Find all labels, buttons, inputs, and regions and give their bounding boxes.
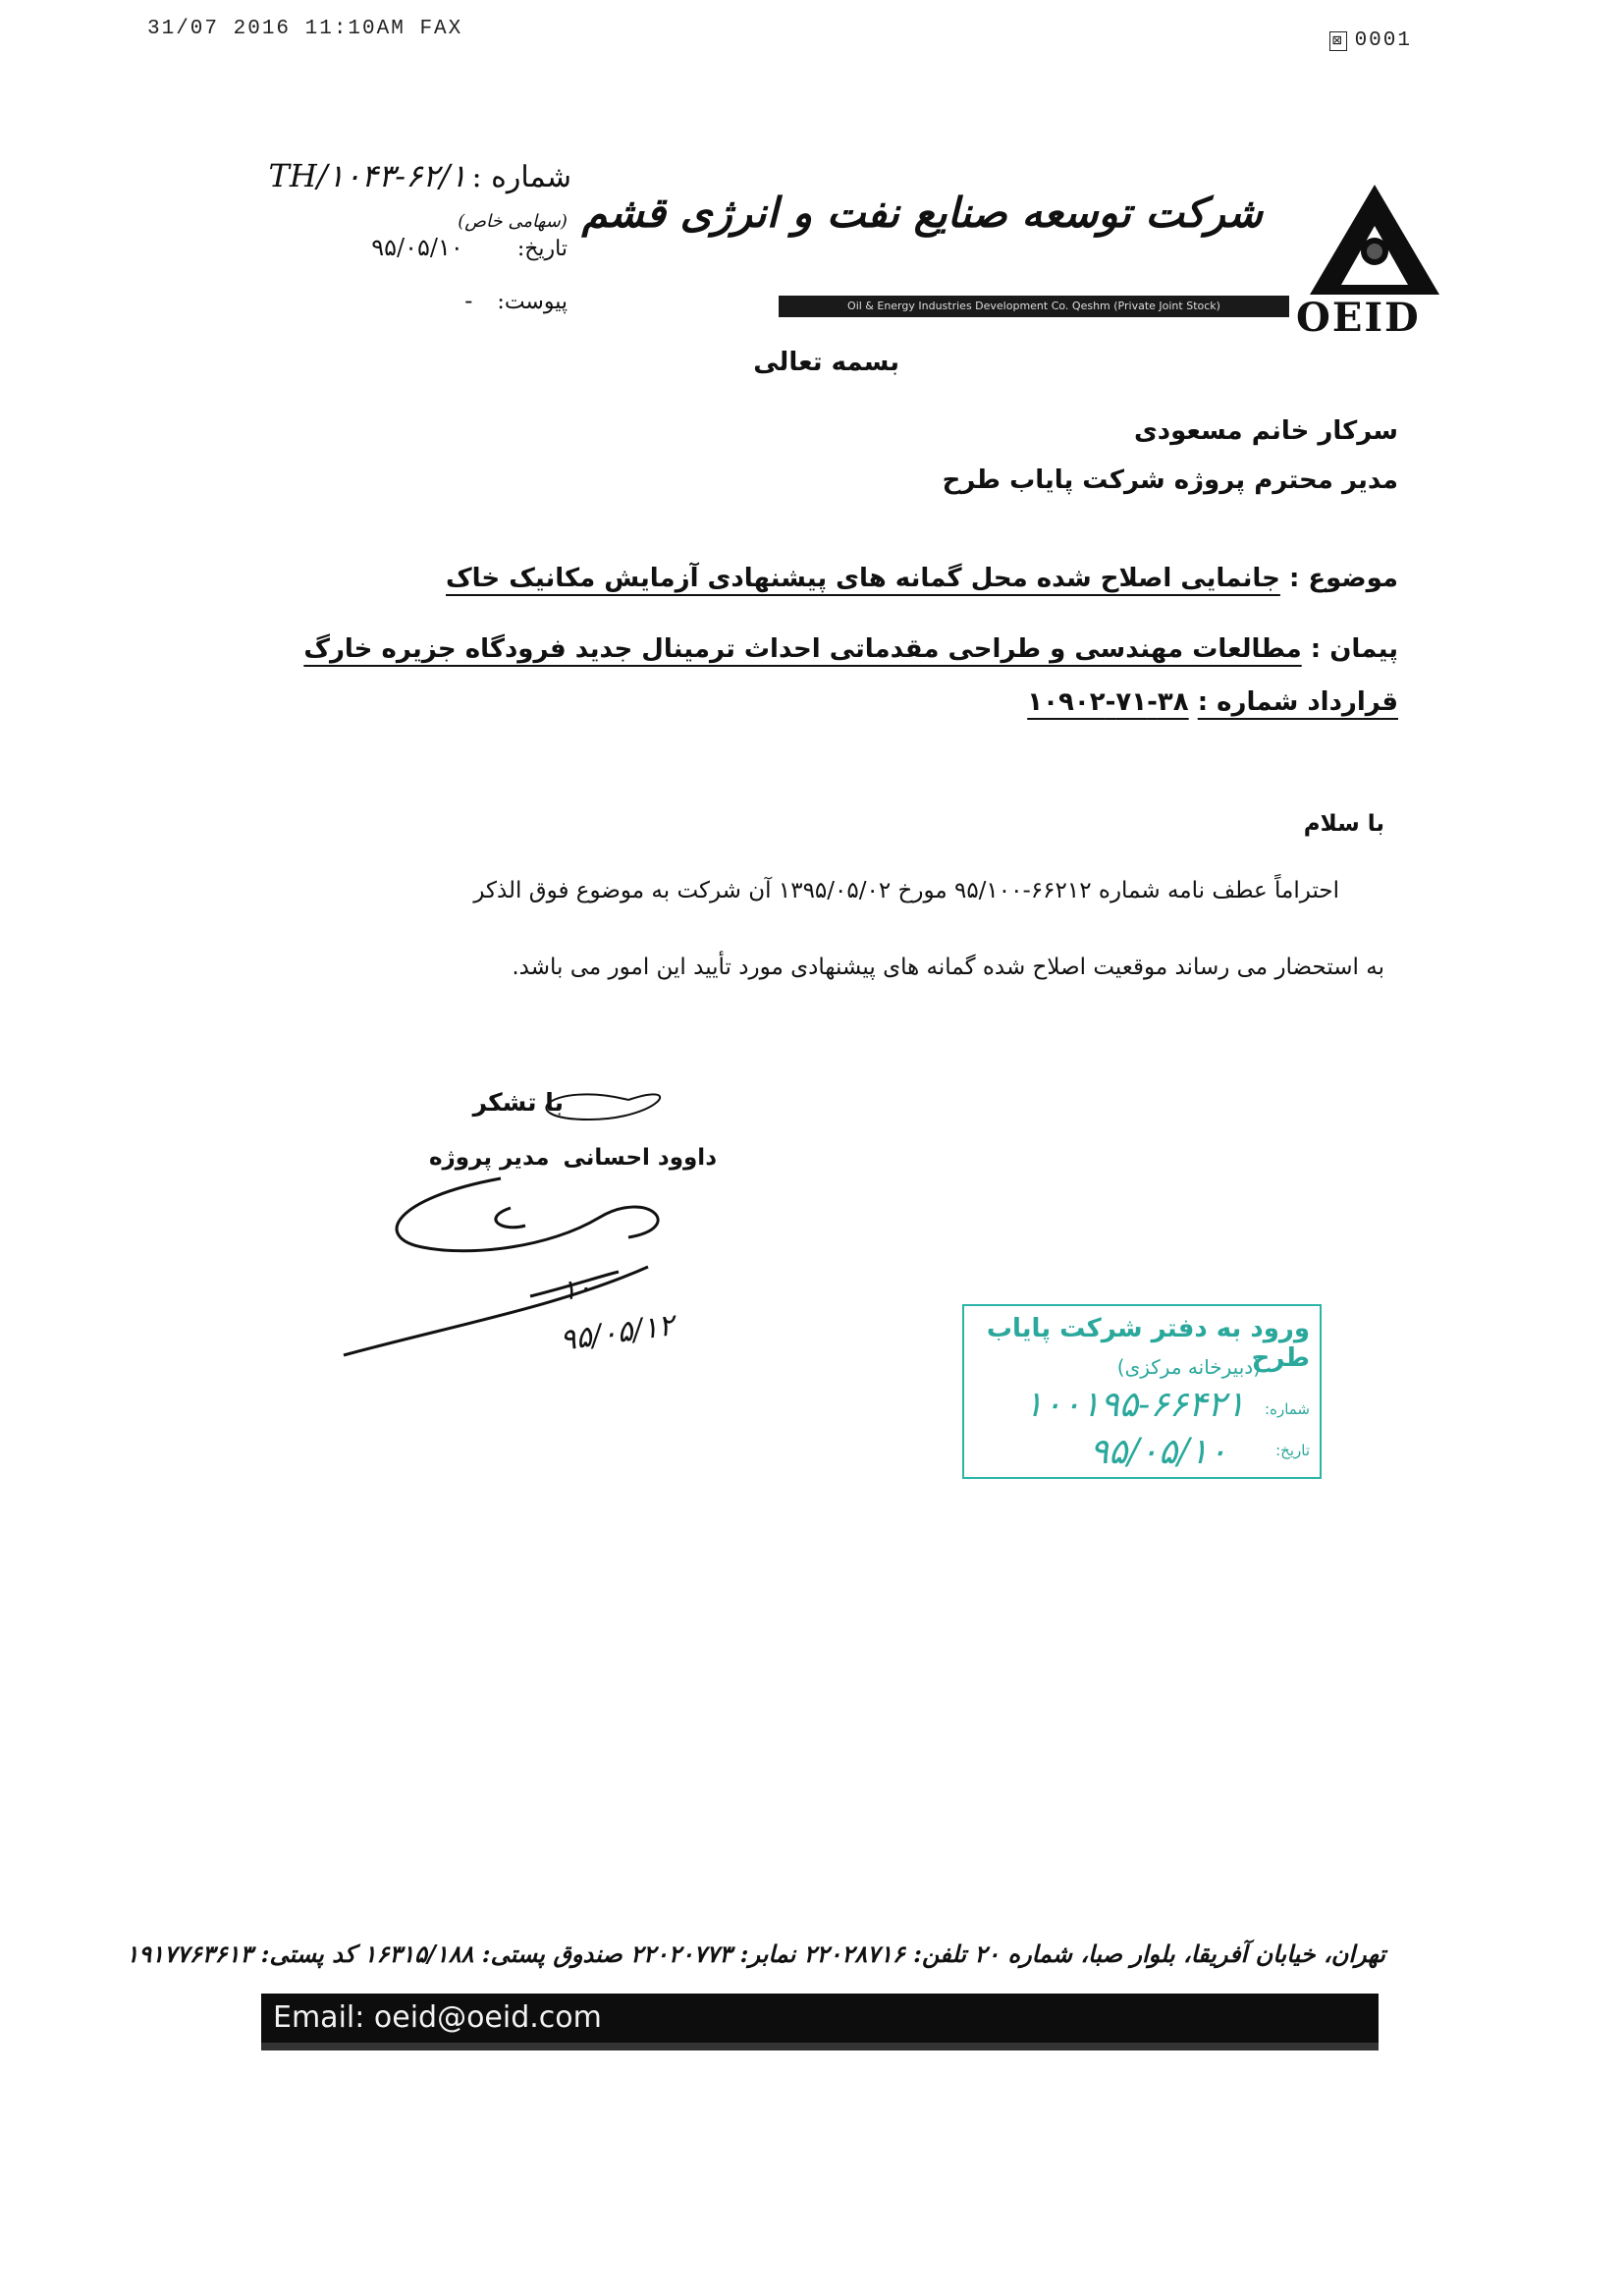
fax-page-number: [1329, 29, 1412, 52]
footer-address: تهران، خیابان آفریقا، بلوار صبا، شماره ۲۰ تلفن: ۲۲۰۲۸۷۱۶ نمابر: ۲۲۰۲۰۷۷۳ صندوق پستی: ۱۶۳۱۵/۱۸۸ کد پستی: ۱۹۱۷۷۶۳۶۱۳: [126, 1940, 1385, 1968]
stamp-number-value: ۱۰۰۱۹۵-۶۶۴۲۱: [1024, 1385, 1245, 1425]
subject-text: جانمایی اصلاح شده محل گمانه های پیشنهادی آزمایش مکانیک خاک: [446, 564, 1280, 593]
fax-page-icon: ⊠: [1329, 31, 1347, 51]
company-name: [458, 189, 1263, 237]
letter-date: [371, 234, 568, 261]
receipt-stamp: [962, 1304, 1322, 1479]
contract-project-label: پیمان :: [1310, 634, 1398, 664]
footer-email: Email: oeid@oeid.com: [261, 1994, 1379, 2050]
recipient-name: سرکار خانم مسعودی: [1133, 416, 1398, 446]
stamp-subtitle: (دبیرخانه مرکزی): [1116, 1355, 1261, 1379]
contract-number-line: [1027, 687, 1398, 717]
contract-project-text: مطالعات مهندسی و طراحی مقدماتی احداث ترمینال جدید فرودگاه جزیره خارگ: [303, 634, 1302, 664]
signer-name: داوود احسانی: [563, 1145, 717, 1171]
company-logo-icon: [1306, 179, 1443, 306]
letter-date-value: ۹۵/۰۵/۱۰: [371, 234, 463, 261]
signer-role: مدیر پروژه: [428, 1145, 550, 1171]
body-line-2: به استحضار می رساند موقعیت اصلاح شده گمانه های پیشنهادی مورد تأیید این امور می باشد.: [512, 955, 1384, 980]
stamp-date-label: تاریخ:: [1275, 1442, 1310, 1459]
fax-page-value: 0001: [1354, 29, 1412, 52]
stamp-date-value: ۹۵/۰۵/۱۰: [1089, 1432, 1227, 1472]
letter-attachment: [464, 287, 568, 314]
subject-label: موضوع :: [1288, 564, 1398, 593]
company-name-fa: شرکت توسعه صنایع نفت و انرژی قشم: [581, 189, 1263, 237]
fax-timestamp: 31/07 2016 11:10AM FAX: [147, 18, 463, 40]
recipient-title: مدیر محترم پروژه شرکت پایاب طرح: [942, 465, 1398, 495]
contract-number-value: ۳۸-۷۱-۱۰۹۰۲: [1027, 687, 1189, 717]
subject-line: [446, 564, 1398, 593]
signature-scribble: [334, 1061, 746, 1385]
letter-attachment-label: پیوست:: [497, 290, 568, 314]
handwritten-note-top: ۱۰: [559, 1271, 594, 1307]
contract-project-line: [303, 634, 1398, 664]
letter-number-label: شماره :: [471, 160, 571, 194]
letter-number-value: ۶۲/۱-TH/۱۰۴۳: [268, 157, 467, 194]
contract-number-label: قرارداد شماره :: [1197, 687, 1398, 717]
handwritten-note-date: ۹۵/۰۵/۱۲: [558, 1308, 677, 1358]
greeting: با سلام: [1303, 811, 1384, 837]
body-line-1: احتراماً عطف نامه شماره ۶۶۲۱۲-۹۵/۱۰۰ مورخ ۱۳۹۵/۰۵/۰۲ آن شرکت به موضوع فوق الذکر: [473, 878, 1339, 903]
company-status: (سهامی خاص): [458, 211, 568, 232]
company-name-en: Oil & Energy Industries Development Co. Qeshm (Private Joint Stock): [779, 296, 1289, 317]
stamp-title: ورود به دفتر شرکت پایاب طرح: [986, 1314, 1310, 1373]
letter-attachment-value: -: [464, 287, 473, 314]
company-logo-text: OEID: [1296, 295, 1421, 341]
stamp-number-label: شماره:: [1265, 1400, 1310, 1418]
salutation: بسمه تعالی: [753, 348, 899, 377]
letter-date-label: تاریخ:: [516, 237, 568, 261]
closing: با تشکر: [472, 1088, 564, 1117]
